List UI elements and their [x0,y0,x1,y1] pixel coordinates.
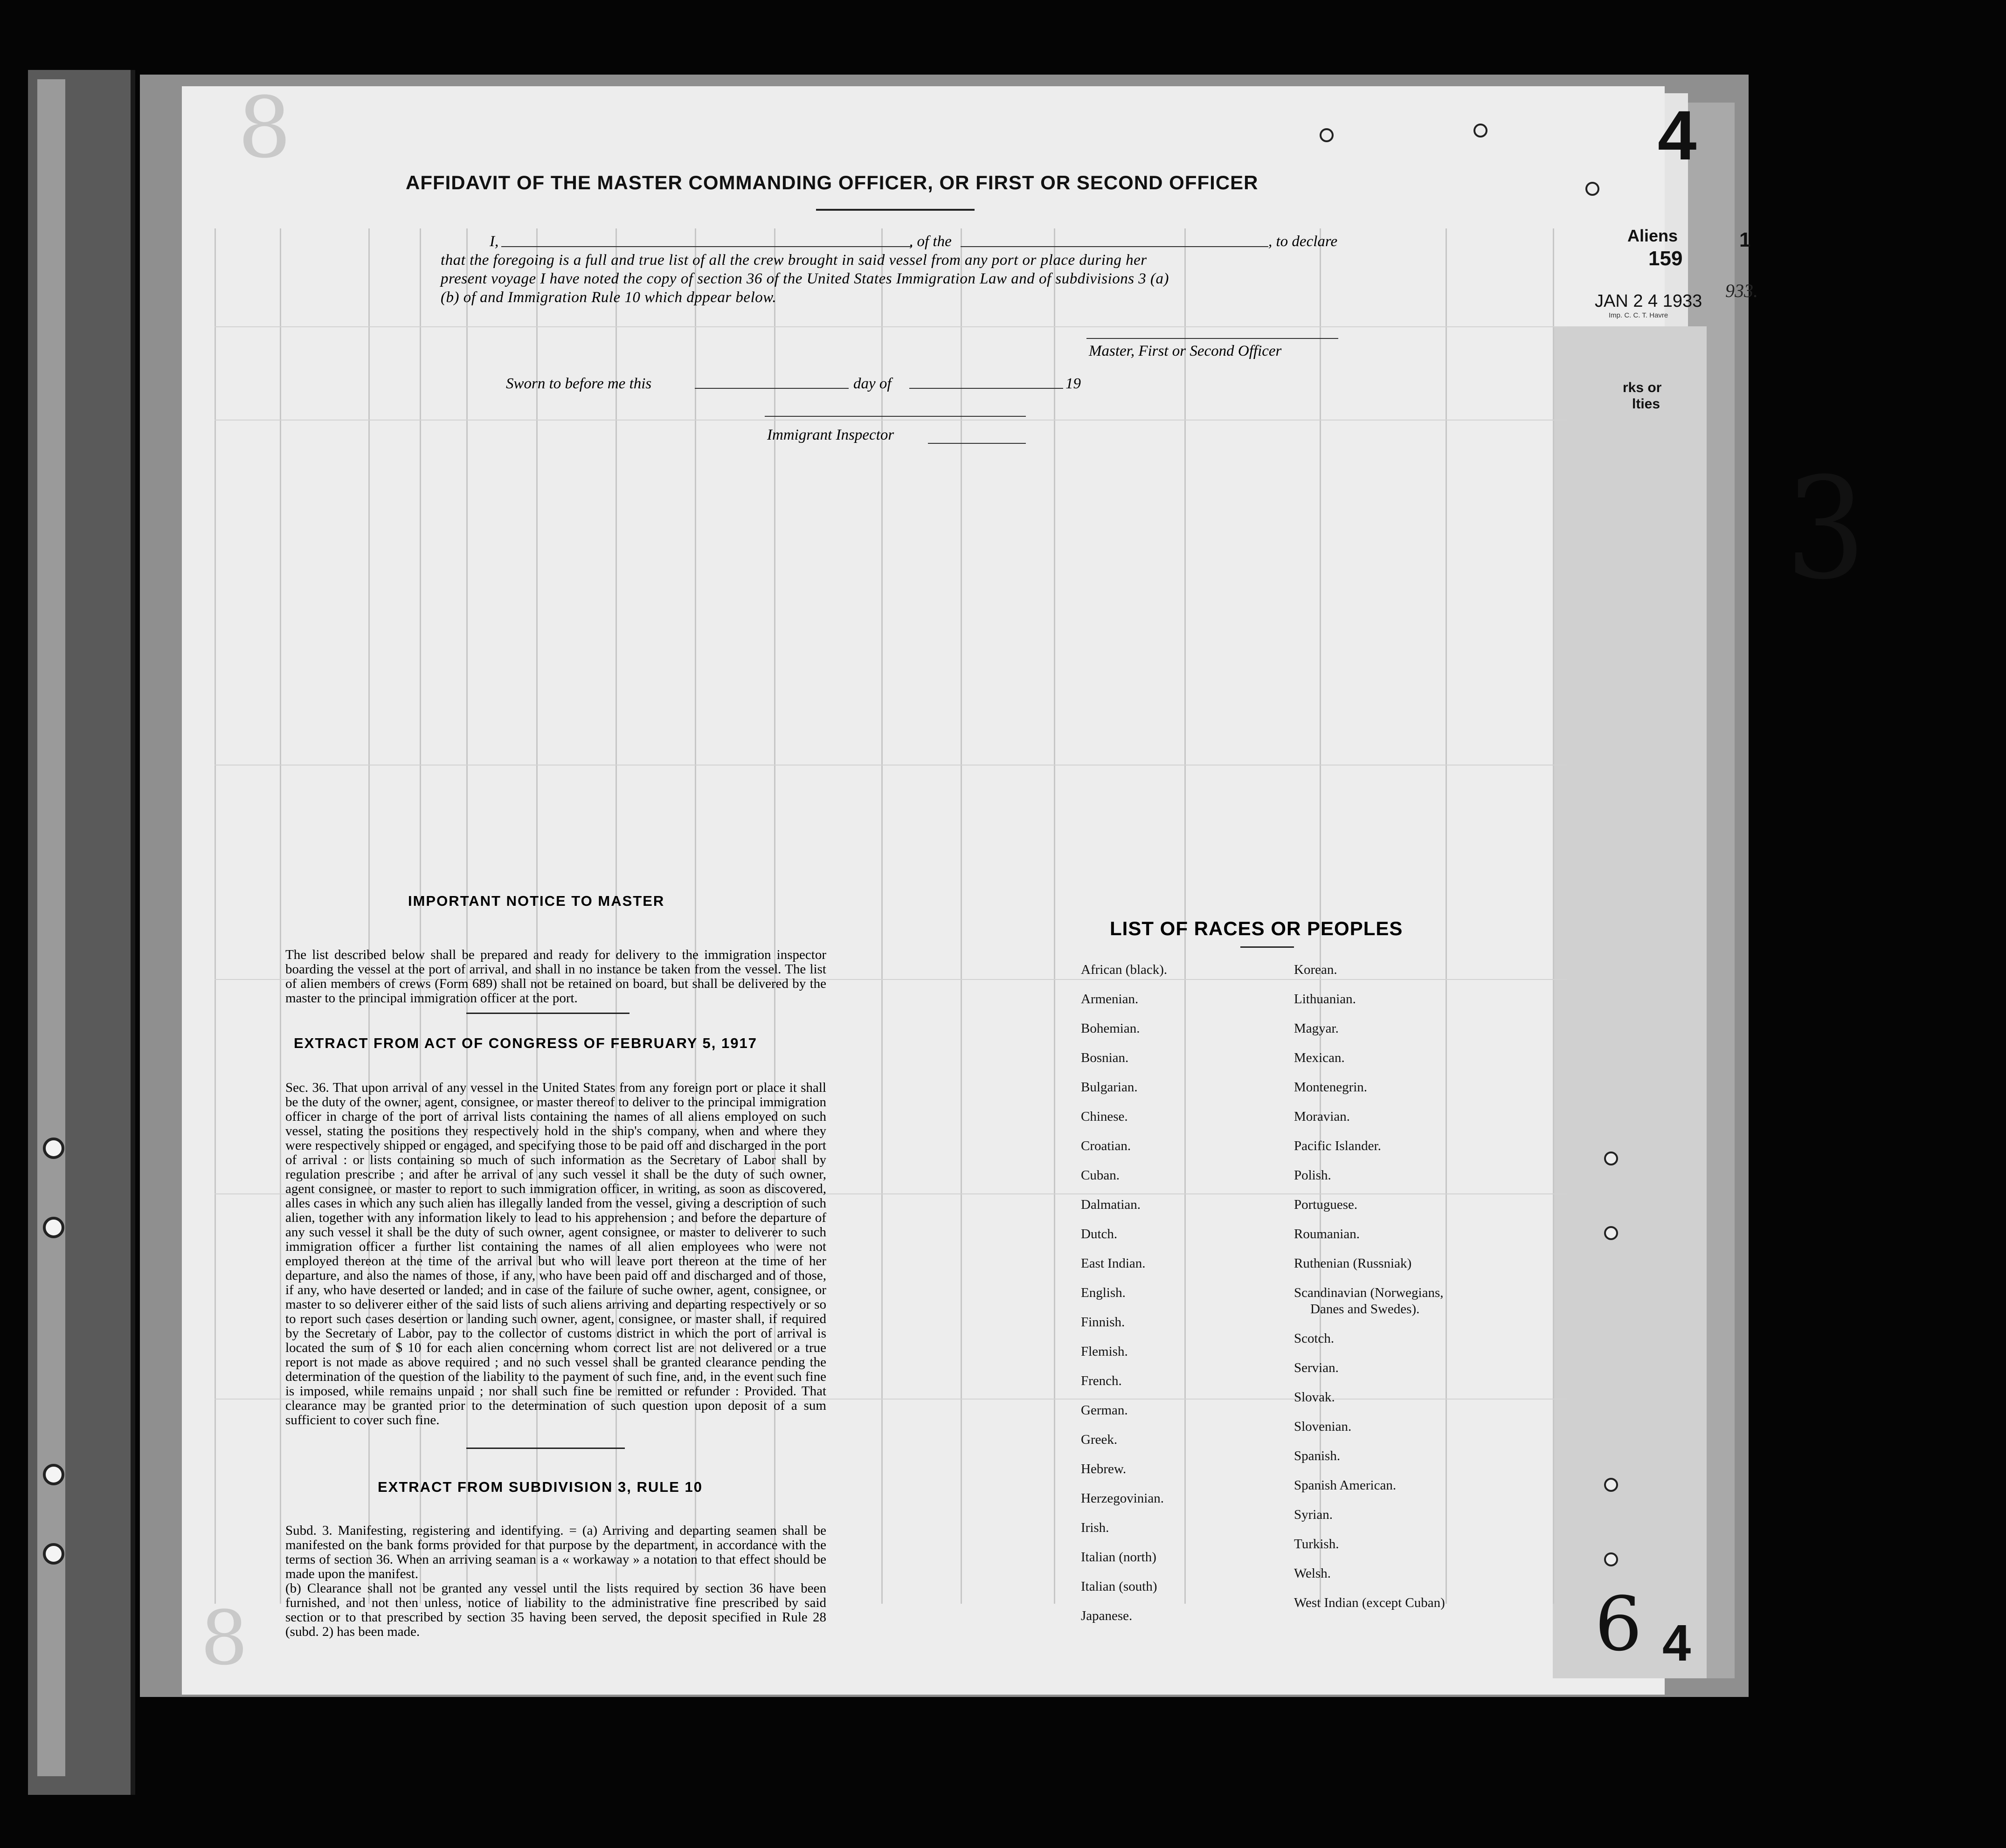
race-item: Portuguese. [1294,1197,1358,1212]
race-item: Syrian. [1294,1507,1333,1522]
race-item: East Indian. [1081,1256,1146,1271]
race-item: Magyar. [1294,1021,1339,1036]
inspector-label: Immigrant Inspector [767,427,894,443]
vessel-blank [961,246,1268,247]
sworn-label: Sworn to before me this [506,375,652,392]
binder-strip [37,79,65,1776]
race-item: Ruthenian (Russniak) [1294,1256,1412,1271]
affidavit-i: I, [490,233,499,250]
month-blank [909,388,1063,389]
race-item: Spanish. [1294,1448,1341,1463]
aliens-label: Aliens [1627,226,1678,245]
race-item: French. [1081,1373,1122,1388]
page-hole [1604,1226,1618,1240]
punch-hole [43,1217,64,1238]
race-item: Croatian. [1081,1138,1131,1153]
race-item: Italian (north) [1081,1550,1156,1565]
extract-rule-title: EXTRACT FROM SUBDIVISION 3, RULE 10 [378,1479,703,1495]
race-item: Polish. [1294,1168,1331,1183]
race-item: African (black). [1081,962,1168,977]
remarks-header: rks or [1623,380,1662,395]
title-rule [816,209,975,211]
affidavit-line3: present voyage I have noted the copy of section 36 of the United States Immigration Law and of subdivisions 3 (a) [441,270,1169,287]
race-item: Servian. [1294,1360,1339,1375]
sheet-number-top: 4 [1658,96,1697,174]
page-corner-number: 8 [238,79,291,177]
race-item: Spanish American. [1294,1478,1397,1493]
sheet-number-bottom: 4 [1662,1614,1691,1672]
race-item: Turkish. [1294,1537,1339,1551]
race-item: Scandinavian (Norwegians, [1294,1285,1444,1300]
year-margin: 933. [1725,280,1758,301]
race-item: Scotch. [1294,1331,1335,1346]
race-item: Moravian. [1294,1109,1350,1124]
punch-hole [43,1464,64,1485]
page-hole [1320,128,1334,142]
race-item: Dalmatian. [1081,1197,1141,1212]
race-item: Herzegovinian. [1081,1491,1164,1506]
race-item: Flemish. [1081,1344,1128,1359]
act-rule [466,1448,625,1449]
printer-mark: Imp. C. C. T. Havre [1609,311,1668,319]
affidavit-title: AFFIDAVIT OF THE MASTER COMMANDING OFFICER, OR FIRST OR SECOND OFFICER [406,172,1259,193]
sworn-day-blank [695,388,849,389]
race-item: Lithuanian. [1294,992,1356,1007]
page-corner-number-bottom: 8 [201,1594,248,1682]
extract-rule-text-a: Subd. 3. Manifesting, registering and identifying. = (a) Arriving and departing seamen shall be manifested on the bank forms provided for that purpose by the department, in accordance with the terms of section 36. When an arriving seaman is a « workaway » a notation to that effect should be made upon the manifest. [285,1523,826,1581]
punch-hole [43,1543,64,1565]
page-hole [1604,1478,1618,1492]
extract-act-text: Sec. 36. That upon arrival of any vessel in the United States from any foreign port or place it shall be the duty of the owner, agent, consignee, or master thereof to deliver to the principal immigration officer in charge of the port of arrival lists containing the names of all aliens employed on such vessel, stating the positions they respectively hold in the ship's company, when and where they were respectively shipped or engaged, and specifying those to be paid off and discharged in the port of arrival : or lists containing so much of such information as the Secretary of Labor shall by regulation prescribe ; and after he arrival of any such vessel it shall be the duty of such owner, agent consignee, or master to report to such immigration officer, in writing, as soon as discovered, alles cases in which any such alien has illegally landed from the vessel, giving a description of such alien, together with any information likely to lead to his apprehension ; and before the departure of any such vessel it shall be the duty of such owner, agent consignee, or master to deliverer to such immigration officer a further list containing the names of all alien employees who were not employed thereon at the time of the arrival but who will leave port thereon at the time of her departure, and also the names of those, if any, who have been paid off and discharged and of those, if any, who have deserted or landed; and in case of the failure of suche owner, agent, consignee, or master to so deliverer either of the said lists of such aliens arriving and departing respectively or so to report such cases desertion or landing such owner, agent, consignee, or master shall, if required by the Secretary of Labor, pay to the collector of customs district in which the port of arrival is located the sum of $ 10 for each alien concerning whom correct list are not delivered or a true report is not made as above required ; and no such vessel shall be granted clearance pending the determination of the question of the liability to the payment of such fine, and, in the event such fine is imposed, while remains unpaid ; nor shall such fine be remitted or refunder : Provided. That clearance may be granted prior to the determination of such question upon deposit of a sum sufficient to cover such fine. [285,1080,826,1427]
races-title: LIST OF RACES OR PEOPLES [1110,917,1403,939]
notice-rule [466,1013,629,1014]
master-label: Master, First or Second Officer [1089,343,1282,359]
race-item: English. [1081,1285,1126,1300]
name-blank [501,246,912,247]
race-item: Italian (south) [1081,1579,1157,1594]
race-item: Bulgarian. [1081,1080,1138,1095]
affidavit-declare: , to declare [1268,233,1338,250]
race-item: Greek. [1081,1432,1118,1447]
handwritten-3: 3 [1785,448,1866,610]
races-rule [1240,946,1294,948]
notice-title: IMPORTANT NOTICE TO MASTER [408,893,665,909]
inspector-rule [928,443,1026,444]
race-item: Welsh. [1294,1566,1331,1581]
page-hole [1604,1152,1618,1165]
race-item: Japanese. [1081,1608,1133,1623]
aliens-count: 159 [1648,247,1683,270]
side-number: 1 [1739,228,1751,251]
race-item: Mexican. [1294,1050,1345,1065]
race-item: Montenegrin. [1294,1080,1368,1095]
remarks-header-2: lties [1632,396,1660,412]
race-item: Bosnian. [1081,1050,1129,1065]
master-blank [1086,338,1338,339]
inspector-blank [765,416,1026,417]
race-item: Pacific Islander. [1294,1138,1381,1153]
race-item: Slovenian. [1294,1419,1352,1434]
race-item: Roumanian. [1294,1227,1360,1241]
race-item: Cuban. [1081,1168,1120,1183]
affidavit-page [182,86,1665,1695]
race-item: Irish. [1081,1520,1109,1535]
extract-rule-text-b: (b) Clearance shall not be granted any vessel until the lists required by section 36 have been furnished, and not then unless, notice of liability to the administrative fine prescribed by said section or to that prescribed by section 35 having been served, the deposit specified in Rule 28 (subd. 2) has been made. [285,1581,826,1639]
page-hole [1604,1552,1618,1566]
handwritten-6: 6 [1595,1580,1642,1668]
punch-hole [43,1138,64,1159]
crew-list-sheet-edge [1553,326,1707,1678]
race-item: Armenian. [1081,992,1139,1007]
affidavit-line2: that the foregoing is a full and true list of all the crew brought in said vessel from any port or place during her [441,252,1147,269]
page-hole [1473,124,1487,138]
race-item: Korean. [1294,962,1337,977]
notice-text: The list described below shall be prepared and ready for delivery to the immigration inspector boarding the vessel at the port of arrival, and shall in no instance be taken from the vessel. The list of alien members of crews (Form 689) shall not be retained on board, but shall be delivered by the master to the principal immigration officer at the port. [285,947,826,1006]
year-label: 19 [1065,375,1081,392]
race-item: Danes and Swedes). [1310,1302,1420,1317]
race-item: West Indian (except Cuban) [1294,1595,1445,1610]
page-hole [1585,182,1599,196]
race-item: German. [1081,1403,1128,1418]
race-item: Dutch. [1081,1227,1118,1241]
affidavit-of-the: , of the [909,233,952,250]
race-item: Slovak. [1294,1390,1335,1405]
race-item: Finnish. [1081,1315,1125,1330]
day-of-label: day of [853,375,892,392]
race-item: Chinese. [1081,1109,1128,1124]
affidavit-line4: (b) of and Immigration Rule 10 which dppear below. [441,289,777,306]
race-item: Bohemian. [1081,1021,1140,1036]
race-item: Hebrew. [1081,1462,1127,1476]
extract-act-title: EXTRACT FROM ACT OF CONGRESS OF FEBRUARY 5, 1917 [294,1035,757,1051]
date-stamp: JAN 2 4 1933 [1595,291,1702,311]
